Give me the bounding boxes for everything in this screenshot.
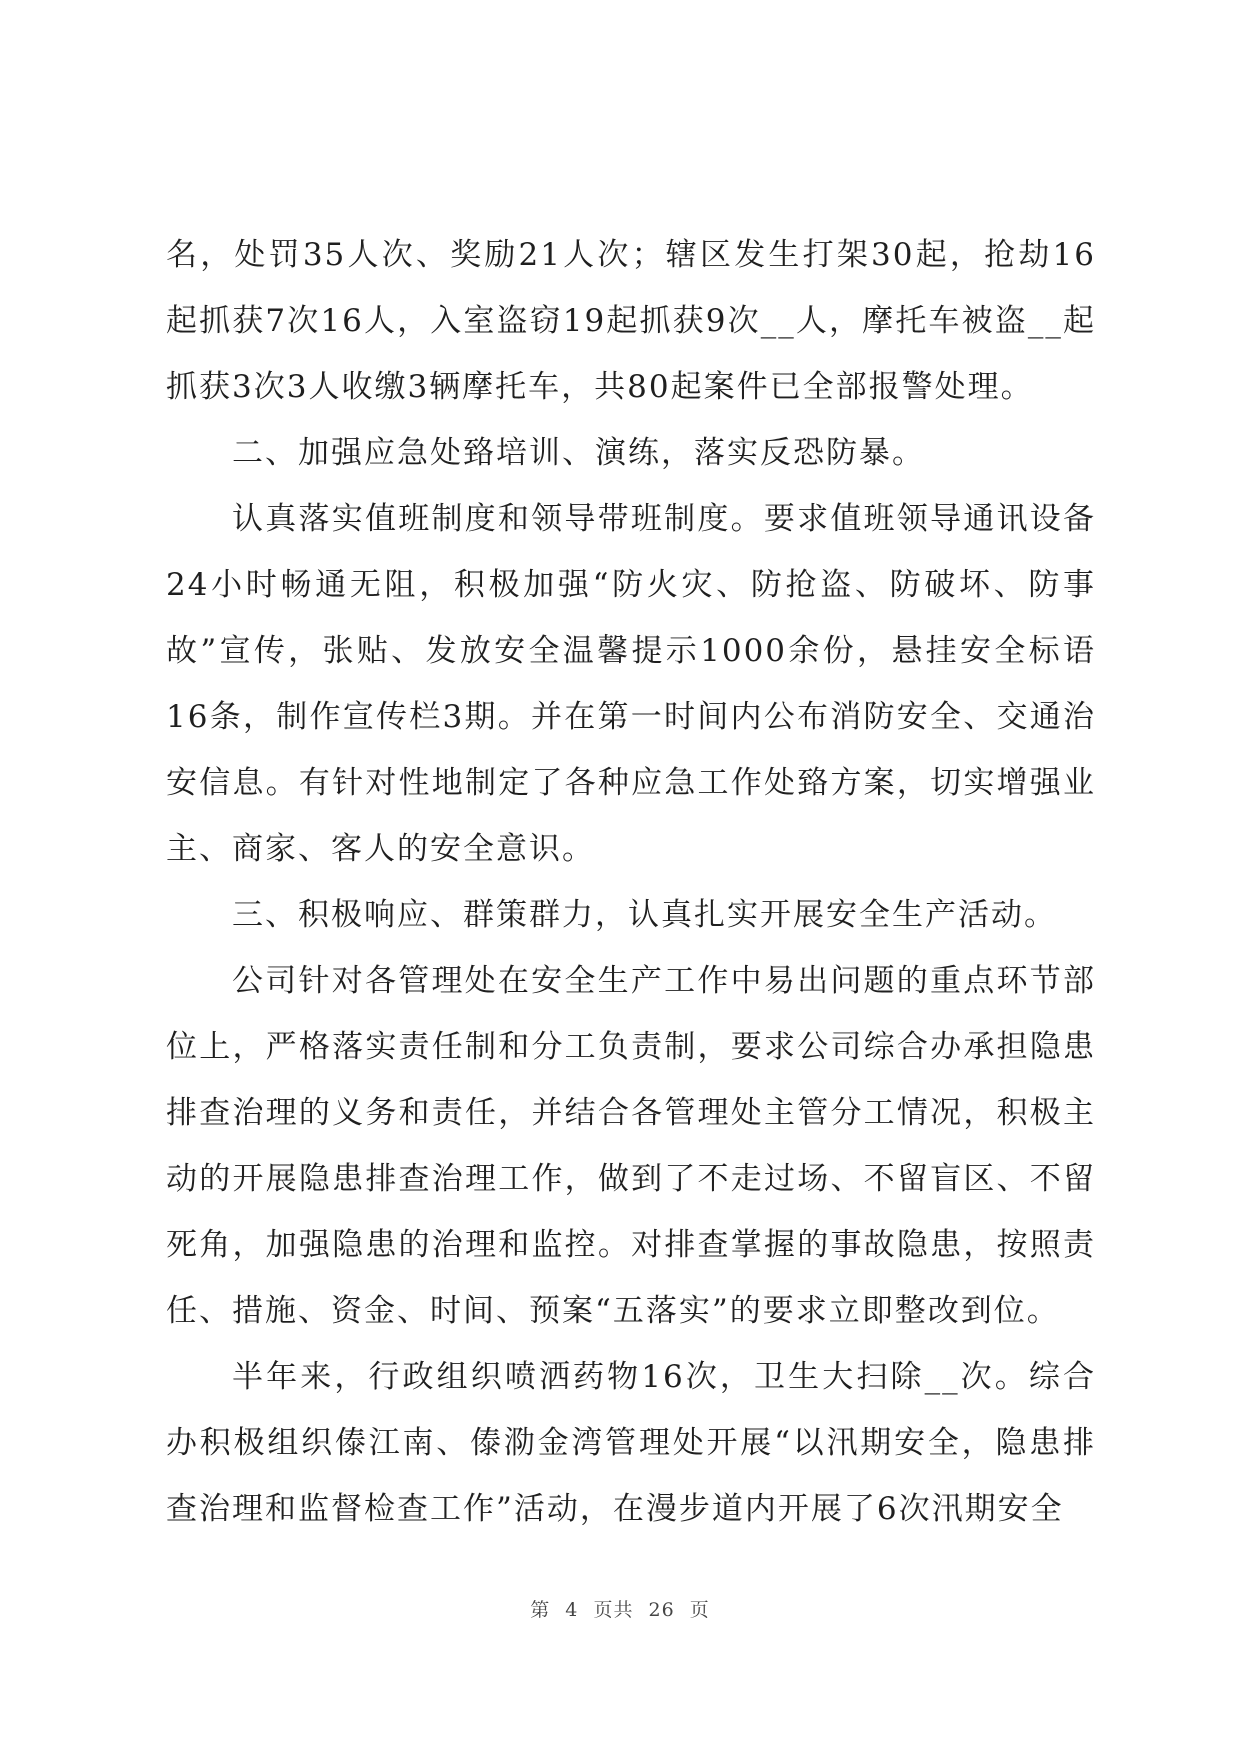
- footer-suffix: 页: [689, 1599, 710, 1621]
- paragraph-half-year: 半年来，行政组织喷洒药物16次，卫生大扫除__次。综合办积极组织傣江南、傣泐金湾管理处开展“以汛期安全，隐患排查治理和监督检查工作”活动，在漫步道内开展了6次汛期安全: [166, 1359, 1096, 1527]
- section-heading-3: 三、积极响应、群策群力，认真扎实开展安全生产活动。: [232, 897, 1057, 933]
- page-footer: [0, 1595, 1240, 1622]
- footer-total-pages: 26: [648, 1599, 675, 1621]
- document-body: [166, 222, 1096, 1542]
- paragraph-hazard-inspection: 公司针对各管理处在安全生产工作中易出问题的重点环节部位上，严格落实责任制和分工负责制，要求公司综合办承担隐患排查治理的义务和责任，并结合各管理处主管分工情况，积极主动的开展隐患排查治理工作，做到了不走过场、不留盲区、不留死角，加强隐患的治理和监控。对排查掌握的事故隐患，按照责任、措施、资金、时间、预案“五落实”的要求立即整改到位。: [166, 963, 1096, 1329]
- paragraph-continuation: 名，处罚35人次、奖励21人次；辖区发生打架30起，抢劫16起抓获7次16人，入室盗窃19起抓获9次__人，摩托车被盗__起抓获3次3人收缴3辆摩托车，共80起案件已全部报警处理。: [166, 237, 1096, 405]
- footer-current-page: 4: [565, 1599, 579, 1621]
- footer-prefix: 第: [530, 1599, 551, 1621]
- section-heading-2: 二、加强应急处臵培训、演练，落实反恐防暴。: [232, 435, 925, 471]
- paragraph-duty-system: 认真落实值班制度和领导带班制度。要求值班领导通讯设备24小时畅通无阻，积极加强“防火灾、防抢盗、防破坏、防事故”宣传，张贴、发放安全温馨提示1000余份，悬挂安全标语16条，制作宣传栏3期。并在第一时间内公布消防安全、交通治安信息。有针对性地制定了各种应急工作处臵方案，切实增强业主、商家、客人的安全意识。: [166, 501, 1096, 867]
- footer-middle: 页共: [593, 1599, 634, 1621]
